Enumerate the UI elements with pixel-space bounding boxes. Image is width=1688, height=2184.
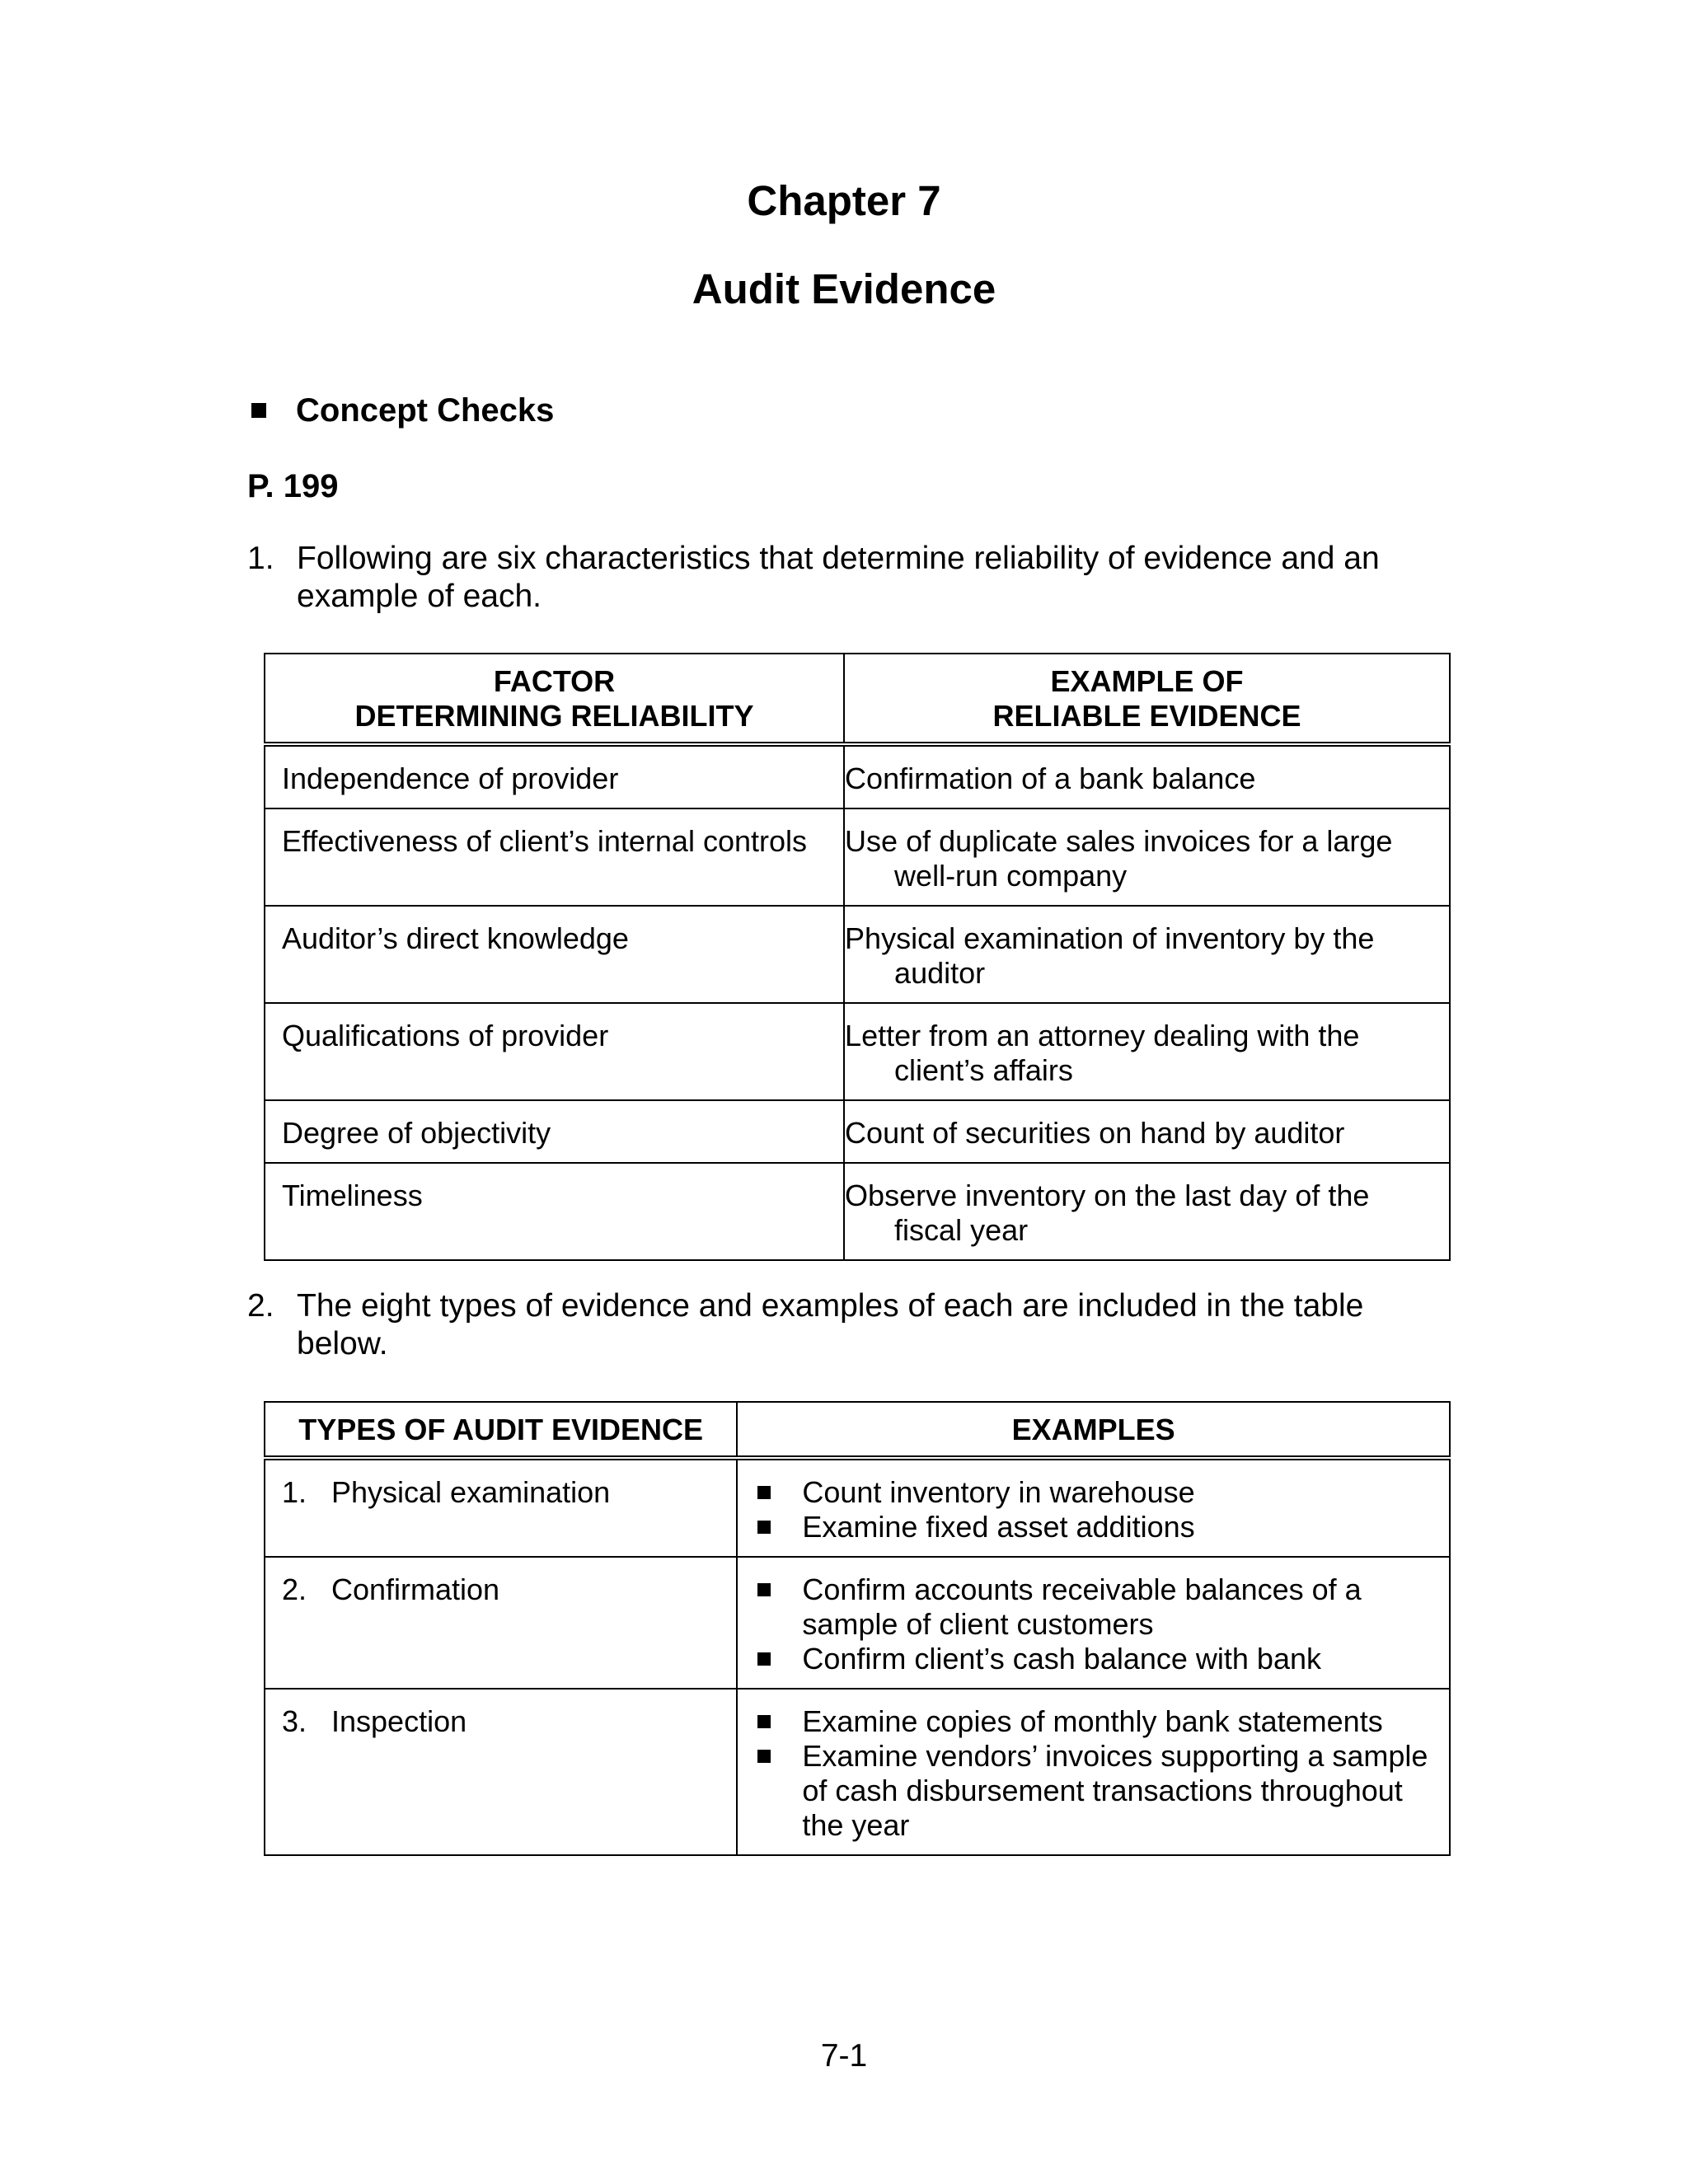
example-cell: Confirmation of a bank balance	[844, 744, 1450, 808]
evidence-type-cell	[265, 1458, 737, 1557]
example-text: Confirm client’s cash balance with bank	[802, 1642, 1321, 1675]
column-header-factor	[265, 654, 844, 744]
page-reference: P. 199	[247, 468, 339, 504]
table-row	[265, 1557, 1450, 1689]
evidence-type-cell	[265, 1557, 737, 1689]
example-text: Confirm accounts receivable balances of a sample of client customers	[802, 1572, 1362, 1641]
example-text: Examine copies of monthly bank statements	[802, 1704, 1383, 1738]
list-item	[754, 1704, 1432, 1739]
factor-cell: Degree of objectivity	[265, 1100, 844, 1163]
header-line: RELIABLE EVIDENCE	[992, 699, 1301, 733]
factor-cell: Effectiveness of client’s internal controls	[265, 808, 844, 906]
square-bullet-icon	[757, 1521, 771, 1534]
table-header-row	[265, 654, 1450, 744]
question-number: 2.	[247, 1288, 274, 1324]
square-bullet-icon	[757, 1652, 771, 1666]
column-header-types: TYPES OF AUDIT EVIDENCE	[265, 1402, 737, 1458]
list-item	[754, 1642, 1432, 1676]
evidence-type-number: 3.	[282, 1704, 307, 1738]
header-line: FACTOR	[493, 664, 616, 698]
evidence-types-table	[264, 1401, 1451, 1856]
example-text: Examine fixed asset additions	[802, 1510, 1195, 1544]
example-cell: Observe inventory on the last day of the fiscal year	[844, 1163, 1450, 1260]
factor-cell: Qualifications of provider	[265, 1003, 844, 1100]
question-1	[247, 540, 1451, 616]
evidence-type-label: Inspection	[331, 1704, 467, 1738]
square-bullet-icon	[757, 1583, 771, 1596]
table-header-row	[265, 1402, 1450, 1458]
evidence-type-label: Physical examination	[331, 1475, 611, 1509]
square-bullet-icon	[757, 1715, 771, 1728]
examples-cell	[737, 1689, 1450, 1855]
list-item	[754, 1572, 1432, 1642]
reliability-table	[264, 653, 1451, 1261]
table-row	[265, 1100, 1450, 1163]
question-number: 1.	[247, 541, 274, 576]
header-line: DETERMINING RELIABILITY	[354, 699, 754, 733]
evidence-type-number: 1.	[282, 1475, 307, 1509]
example-cell: Letter from an attorney dealing with the client’s affairs	[844, 1003, 1450, 1100]
column-header-examples: EXAMPLES	[737, 1402, 1450, 1458]
table-row	[265, 906, 1450, 1003]
evidence-type-number: 2.	[282, 1572, 307, 1606]
table-row	[265, 808, 1450, 906]
example-text: Examine vendors’ invoices supporting a sample of cash disbursement transactions throughout the year	[802, 1739, 1428, 1842]
section-heading-label: Concept Checks	[296, 392, 555, 429]
table-row	[265, 1003, 1450, 1100]
factor-cell: Auditor’s direct knowledge	[265, 906, 844, 1003]
table-row	[265, 1163, 1450, 1260]
square-bullet-icon	[251, 403, 266, 418]
page-number: 7-1	[820, 2038, 868, 2074]
list-item	[754, 1510, 1432, 1544]
question-2	[247, 1287, 1451, 1363]
section-heading	[251, 394, 554, 427]
table-row	[265, 1689, 1450, 1855]
example-cell: Use of duplicate sales invoices for a large well-run company	[844, 808, 1450, 906]
chapter-title: Chapter 7	[747, 177, 941, 224]
example-text: Count inventory in warehouse	[802, 1475, 1195, 1509]
evidence-type-label: Confirmation	[331, 1572, 500, 1606]
square-bullet-icon	[757, 1750, 771, 1763]
factor-cell: Independence of provider	[265, 744, 844, 808]
example-cell: Physical examination of inventory by the auditor	[844, 906, 1450, 1003]
list-item	[754, 1739, 1432, 1843]
square-bullet-icon	[757, 1486, 771, 1499]
table-row	[265, 744, 1450, 808]
evidence-type-cell	[265, 1689, 737, 1855]
question-text: Following are six characteristics that determine reliability of evidence and an example of each.	[297, 541, 1380, 614]
header-line: EXAMPLE OF	[1050, 664, 1244, 698]
chapter-subtitle: Audit Evidence	[692, 265, 996, 312]
list-item	[754, 1475, 1432, 1510]
column-header-example	[844, 654, 1450, 744]
table-row	[265, 1458, 1450, 1557]
factor-cell: Timeliness	[265, 1163, 844, 1260]
example-cell: Count of securities on hand by auditor	[844, 1100, 1450, 1163]
question-text: The eight types of evidence and examples of each are included in the table below.	[297, 1288, 1364, 1361]
examples-cell	[737, 1557, 1450, 1689]
examples-cell	[737, 1458, 1450, 1557]
